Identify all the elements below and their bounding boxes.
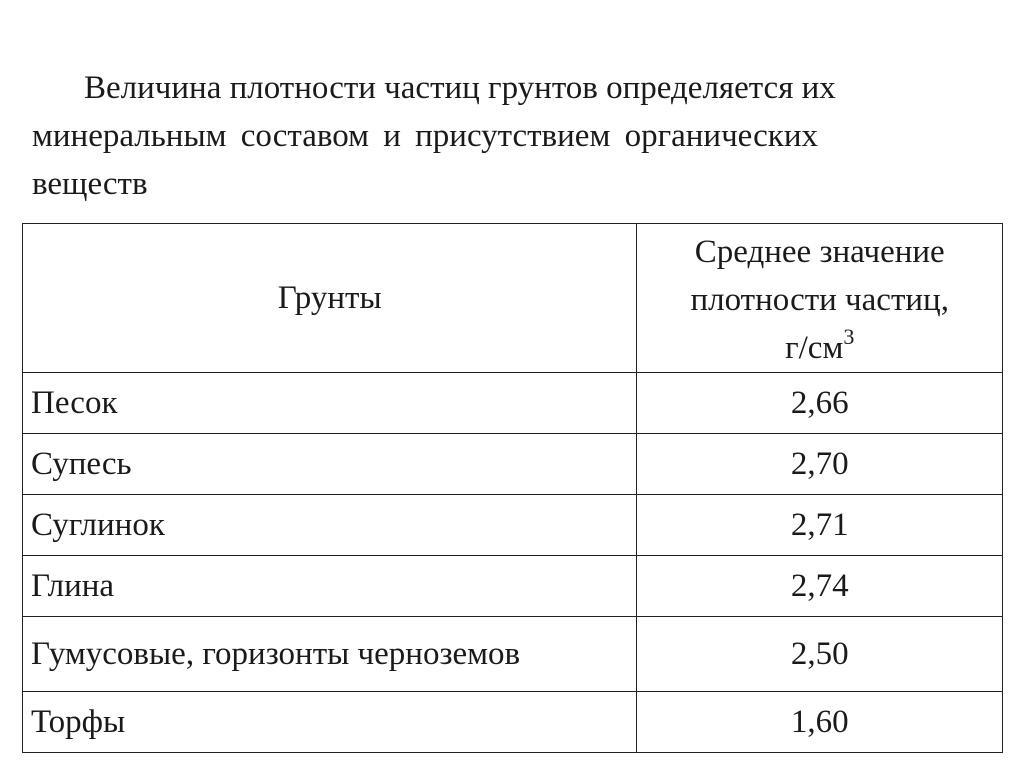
table-row bbox=[23, 495, 1003, 556]
unit-text: г/см bbox=[785, 330, 844, 366]
density-value: 2,74 bbox=[637, 556, 1003, 617]
soil-name: Супесь bbox=[23, 434, 637, 495]
density-value: 2,66 bbox=[637, 373, 1003, 434]
density-value: 2,70 bbox=[637, 434, 1003, 495]
soil-name: Торфы bbox=[23, 692, 637, 753]
soil-name: Суглинок bbox=[23, 495, 637, 556]
table-row bbox=[23, 434, 1003, 495]
density-table bbox=[22, 223, 1003, 753]
header-density-unit bbox=[647, 324, 992, 372]
density-value: 1,60 bbox=[637, 692, 1003, 753]
header-density-line-2: плотности частиц, bbox=[690, 282, 949, 318]
header-density bbox=[637, 224, 1003, 373]
intro-line-2: минеральным составом и присутствием органических bbox=[32, 118, 818, 154]
density-value: 2,50 bbox=[637, 617, 1003, 692]
soil-name: Гумусовые, горизонты черноземов bbox=[23, 617, 637, 692]
table-header-row bbox=[23, 224, 1003, 373]
table-row bbox=[23, 556, 1003, 617]
soil-name: Песок bbox=[23, 373, 637, 434]
intro-paragraph bbox=[32, 64, 1002, 208]
table-row bbox=[23, 617, 1003, 692]
unit-exponent: 3 bbox=[843, 324, 855, 349]
soil-name: Глина bbox=[23, 556, 637, 617]
header-soil: Грунты bbox=[23, 224, 637, 373]
table-row bbox=[23, 692, 1003, 753]
header-density-line-1: Среднее значение bbox=[694, 234, 945, 270]
intro-line-3: веществ bbox=[32, 166, 148, 202]
intro-line-1: Величина плотности частиц грунтов определяется их bbox=[84, 70, 836, 106]
table-row bbox=[23, 373, 1003, 434]
density-value: 2,71 bbox=[637, 495, 1003, 556]
